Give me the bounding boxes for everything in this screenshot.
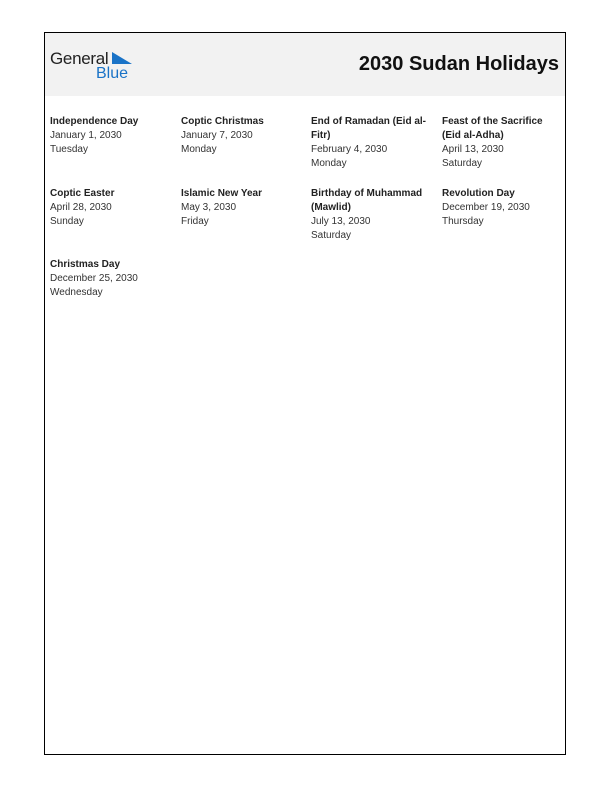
logo: [50, 49, 140, 83]
holiday-entry: [181, 115, 303, 157]
holiday-entry: [50, 258, 172, 300]
holiday-entry: [311, 115, 433, 171]
holiday-name: Revolution Day: [442, 188, 515, 199]
holiday-entry: [181, 187, 303, 229]
logo-general-text: General: [50, 49, 109, 68]
holiday-name: Feast of the Sacrifice (Eid al-Adha): [442, 116, 543, 141]
page-title: 2030 Sudan Holidays: [358, 53, 559, 75]
holiday-weekday: Wednesday: [50, 287, 103, 298]
holiday-entry: [442, 187, 564, 229]
holiday-date: January 7, 2030: [181, 130, 253, 141]
holiday-entry: [50, 115, 172, 157]
holiday-weekday: Friday: [181, 216, 209, 227]
header: [45, 33, 565, 96]
holiday-weekday: Tuesday: [50, 144, 88, 155]
holiday-entry: [442, 115, 564, 171]
holiday-weekday: Sunday: [50, 216, 84, 227]
holiday-weekday: Monday: [311, 158, 347, 169]
holiday-name: Coptic Easter: [50, 188, 115, 199]
holiday-weekday: Saturday: [311, 230, 352, 241]
holiday-weekday: Thursday: [442, 216, 484, 227]
holiday-name: Independence Day: [50, 116, 139, 127]
holiday-entry: [311, 187, 433, 243]
holiday-date: April 13, 2030: [442, 144, 504, 155]
holiday-name: Birthday of Muhammad (Mawlid): [311, 188, 423, 213]
holiday-weekday: Saturday: [442, 158, 483, 169]
logo-triangle-icon: [112, 52, 132, 64]
holiday-date: January 1, 2030: [50, 130, 122, 141]
holiday-name: Christmas Day: [50, 259, 121, 270]
holiday-date: December 25, 2030: [50, 273, 138, 284]
holiday-name: End of Ramadan (Eid al-Fitr): [311, 116, 427, 141]
logo-blue-text: Blue: [96, 65, 129, 82]
holiday-weekday: Monday: [181, 144, 217, 155]
page-frame: [44, 32, 566, 755]
holiday-date: April 28, 2030: [50, 202, 112, 213]
holiday-name: Coptic Christmas: [181, 116, 264, 127]
holiday-date: February 4, 2030: [311, 144, 388, 155]
holiday-name: Islamic New Year: [181, 188, 262, 199]
holiday-date: December 19, 2030: [442, 202, 530, 213]
holiday-date: July 13, 2030: [311, 216, 371, 227]
holiday-entry: [50, 187, 172, 229]
holiday-date: May 3, 2030: [181, 202, 237, 213]
